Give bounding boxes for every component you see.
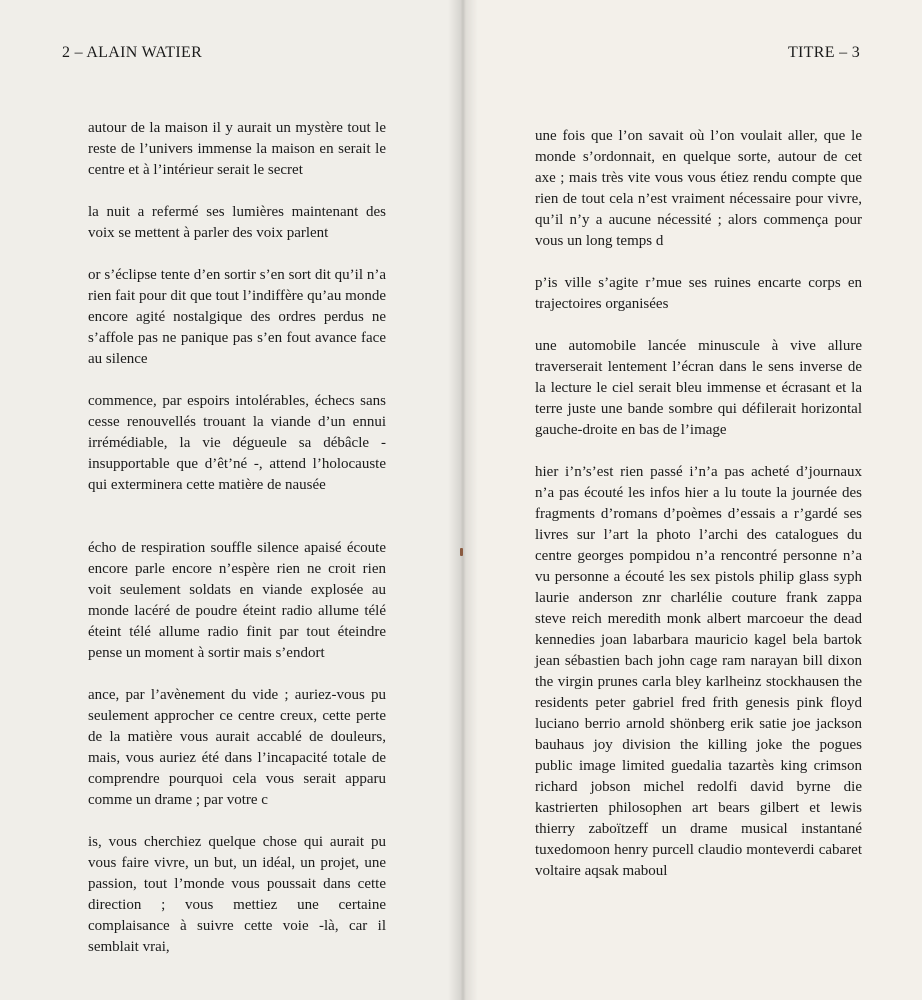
gutter-mark (460, 548, 463, 556)
paragraph: autour de la maison il y aurait un mystère tout le reste de l’univers immense la maison en serait le centre et à l’intérieur serait le secret (88, 120, 386, 178)
paragraph: la nuit a refermé ses lumières maintenant des voix se mettent à parler des voix parlent (88, 204, 386, 241)
paragraph: une fois que l’on savait où l’on voulait aller, que le monde s’ordonnait, en quelque sorte, autour de cet axe ; mais très vite vous vous étiez rendu compte que rien de tout cela n’est vraiment nécessaire pour vivre, qu’il n’y a aucune nécessité ; alors commença pour vous un long temps d (535, 128, 862, 249)
paragraph: ance, par l’avènement du vide ; auriez-vous pu seulement approcher ce centre creux, cette perte de la matière vous aurait accablé de douleurs, mais, vous auriez été dans l’incapacité totale de comprendre pourquoi cela vous serait apparu comme un drame ; par votre c (88, 687, 386, 808)
right-page-text (535, 126, 862, 903)
paragraph: une automobile lancée minuscule à vive allure traverserait lentement l’écran dans le sens inverse de la lecture le ciel serait bleu immense et écrasant et la terre juste une bande sombre qui défilerait horizontal gauche-droite en bas de l’image (535, 338, 862, 438)
paragraph: p’is ville s’agite r’mue ses ruines encarte corps en trajectoires organisées (535, 275, 862, 312)
right-page-header: TITRE – 3 (787, 44, 860, 61)
paragraph: hier i’n’s’est rien passé i’n’a pas acheté d’journaux n’a pas écouté les infos hier a lu toute la journée des fragments d’romans d’poèmes d’essais a r’gardé ses livres sur l’art la photo l’archi des catalogues du centre georges pompidou n’a rencontré personne n’a vu personne a écouté les sex pistols philip glass syph laurie anderson znr charlélie couture frank zappa steve reich meredith monk albert marcoeur the dead kennedies joan labarbara mauricio kagel bela bartok jean sébastien bach john cage ram narayan bill dixon the virgin prunes carla bley karlheinz stockhausen the residents peter gabriel fred frith genesis pink floyd luciano berrio arnold shönberg erik satie joe jackson bauhaus joy division the killing joke the pogues public image limited guedalia tazartès king crimson richard jobson michel redolfi david byrne die kastrierten philosophen art bears gilbert et lewis thierry zaboïtzeff un drame musical instantané tuxedomoon henry purcell claudio monteverdi cabaret voltaire aqsak maboul (535, 464, 862, 879)
paragraph: or s’éclipse tente d’en sortir s’en sort dit qu’il n’a rien fait pour dit que tout l’indiffère qu’au monde encore agité nostalgique des ordres perdus ne s’affole pas ne panique pas s’en fout avance face au silence (88, 267, 386, 367)
paragraph: écho de respiration souffle silence apaisé écoute encore parle encore n’espère rien ne croit rien voit seulement soldats en viande explosée au monde lacéré de poudre éteint radio allume télé éteint télé allume radio finit par tout éteindre pense un moment à sortir mais s’endort (88, 540, 386, 661)
left-page (0, 0, 460, 1000)
paragraph: is, vous cherchiez quelque chose qui aurait pu vous faire vivre, un but, un idéal, un projet, une passion, tout l’monde vous poussait dans cette direction ; vous mettiez une certaine complaisance à suivre cette voie -là, car il semblait vrai, (88, 834, 386, 955)
left-page-header: 2 – ALAIN WATIER (62, 44, 203, 61)
paragraph: commence, par espoirs intolérables, échecs sans cesse renouvellés trouant la viande d’un ennui irrémédiable, la vie dégueule sa débâcle - insupportable que d’êt’né -, attend l’holocauste qui exterminera cette matière de nausée (88, 393, 386, 493)
left-page-text (88, 118, 386, 979)
book-gutter (448, 0, 478, 1000)
